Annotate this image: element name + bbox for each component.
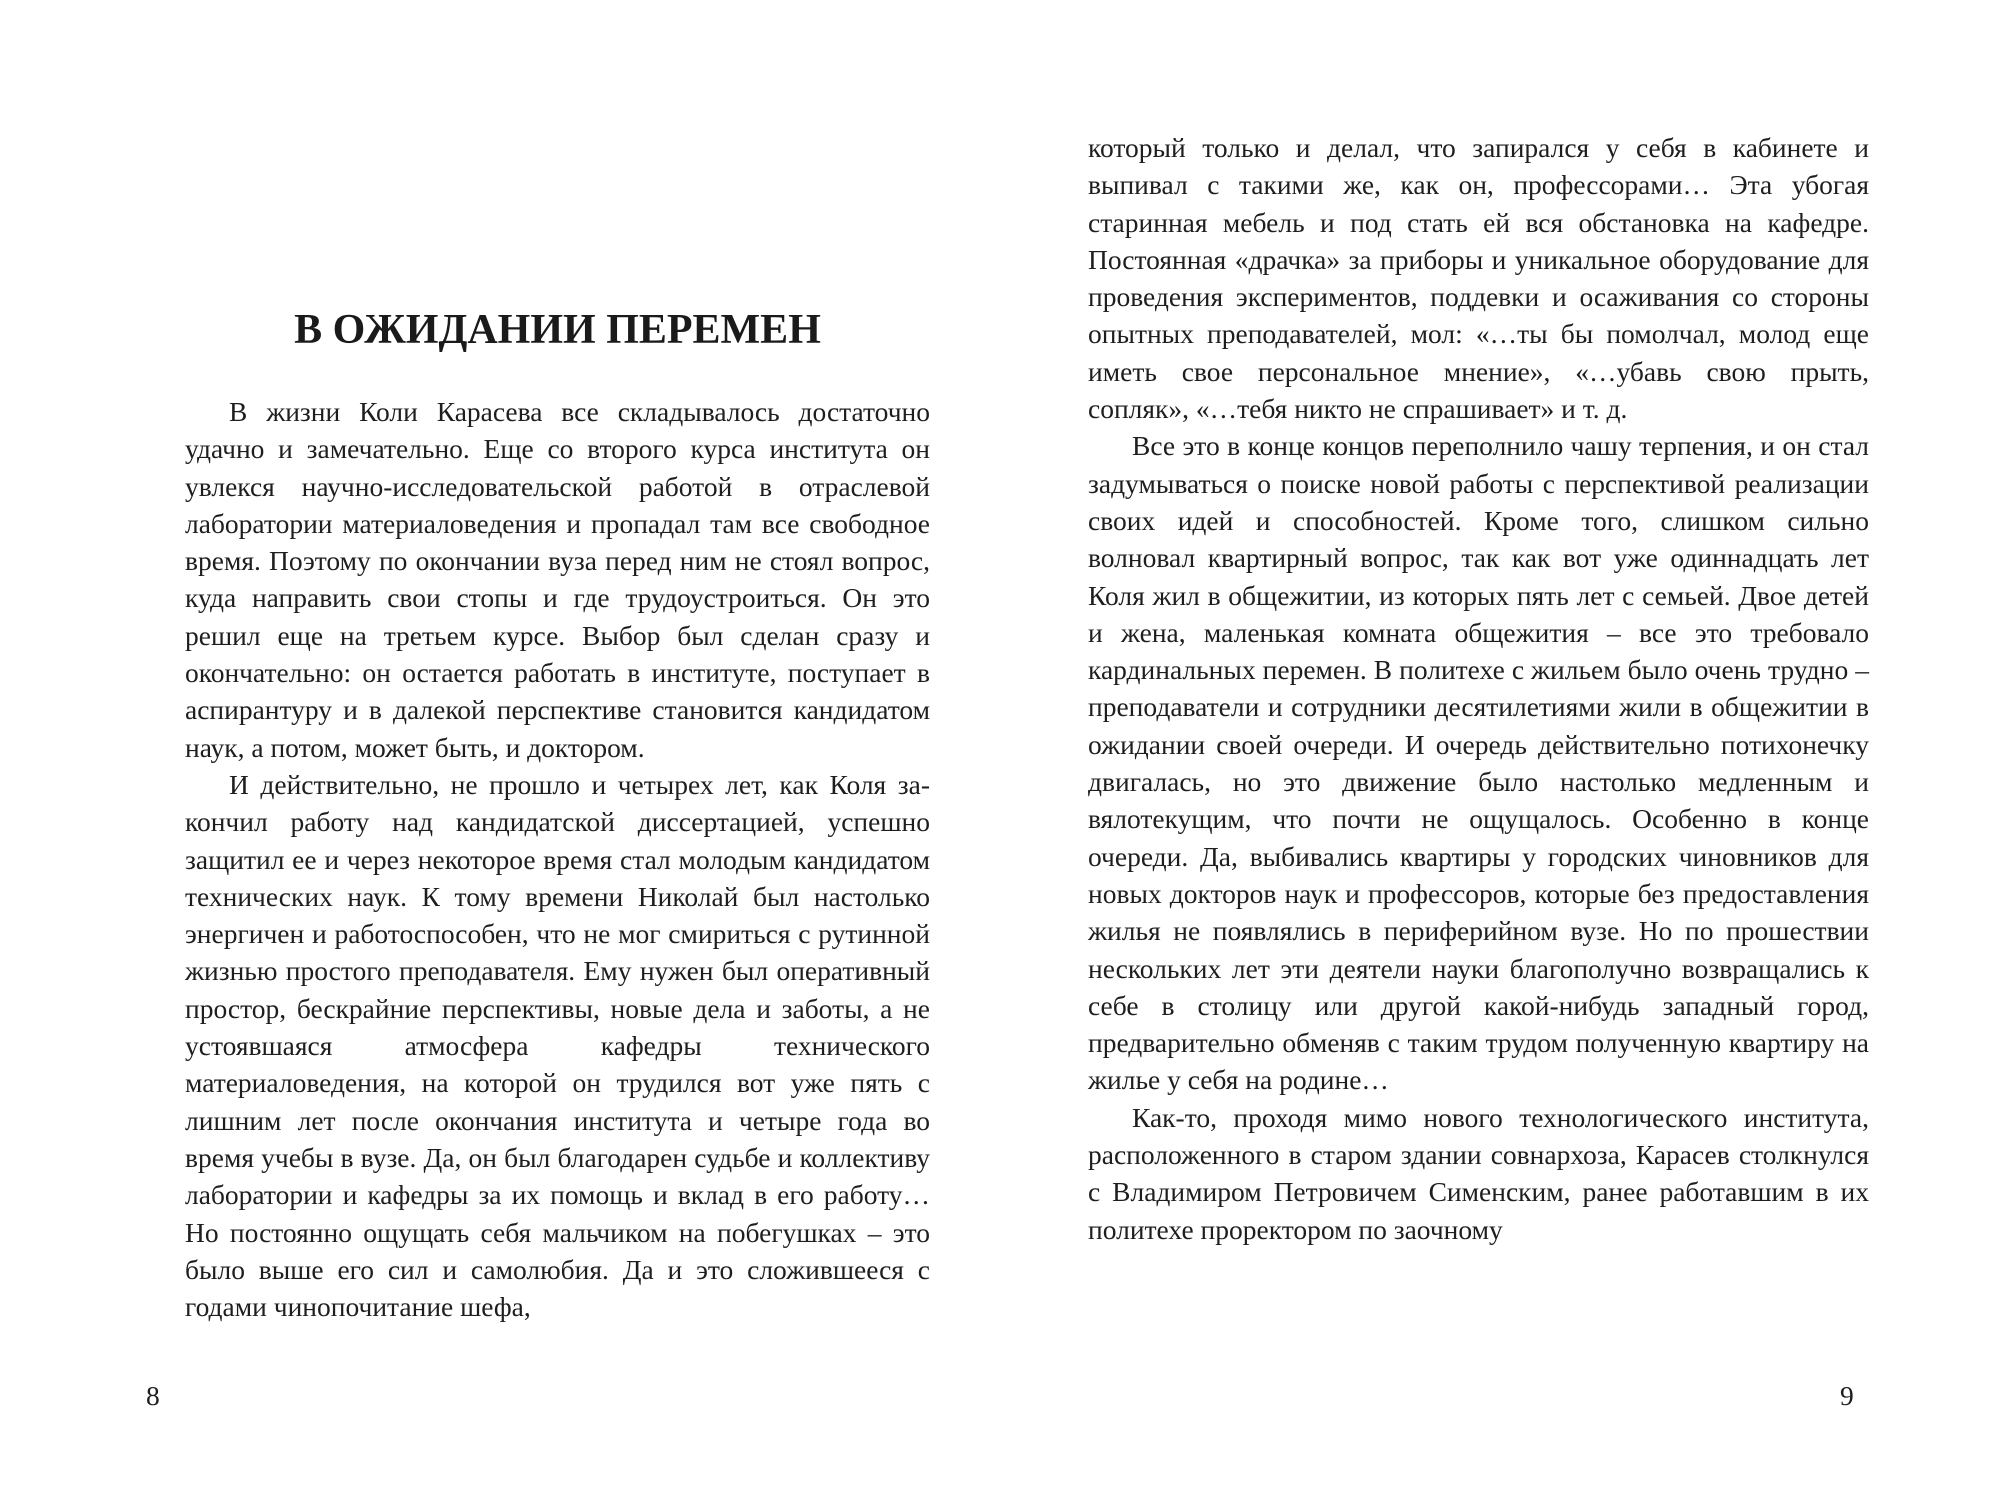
paragraph: Как-то, проходя мимо нового технологического института, расположенного в старом здании совнархоза, Карасев столкнулся с Владимиром Петровичем Сименским, ранее работавшим в их политехе проректором по заочному bbox=[1088, 1101, 1869, 1245]
left-page-text bbox=[185, 393, 930, 1325]
right-page-text bbox=[1088, 129, 1869, 1248]
page-number-left: 8 bbox=[146, 1380, 160, 1411]
paragraph: В жизни Коли Карасева все складывалось достаточно удачно и замечательно. Еще со второго курса института он увлекся научно-исследовательской работой в отраслевой лаборатории материаловедения и пропадал там все свободное время. Поэтому по окончании вуза перед ним не стоял вопрос, куда направить свои стопы и где трудоустроиться. Он это решил еще на третьем курсе. Выбор был сделан сразу и окончательно: он остается работать в институте, поступает в аспирантуру и в далекой перспективе становится кандидатом наук, а потом, может быть, и доктором. bbox=[185, 396, 930, 763]
page-number-right: 9 bbox=[1840, 1380, 1854, 1411]
right-page bbox=[1000, 0, 2000, 1498]
paragraph: И действительно, не прошло и четырех лет, как Коля закончил работу над кандидатской диссертацией, успешно защитил ее и через некоторое время стал молодым кандидатом технических наук. К тому времени Николай был настолько энергичен и работоспособен, что не мог смириться с рутинной жизнью простого преподавателя. Ему нужен был оперативный простор, бескрайние перспективы, новые дела и заботы, а не устоявшаяся атмосфера кафедры технического материаловедения, на которой он трудился вот уже пять с лишним лет после окончания института и четыре года во время учебы в вузе. Да, он был благодарен судьбе и коллективу лаборатории и кафедры за их помощь и вклад в его работу… Но постоянно ощущать себя мальчиком на побегушках – это было выше его сил и самолюбия. Да и это сложившееся с годами чинопочитание шефа, bbox=[185, 768, 930, 1323]
paragraph: который только и делал, что запирался у себя в кабинете и выпивал с такими же, как он, профессорами… Эта убогая старинная мебель и под стать ей вся обстановка на кафедре. Постоянная «драчка» за приборы и уникальное оборудование для проведения экспериментов, поддевки и осаживания со стороны опытных преподавателей, мол: «…ты бы помолчал, молод еще иметь свое персональное мнение», «…убавь свою прыть, сопляк», «…тебя никто не спрашивает» и т. д. bbox=[1088, 132, 1869, 425]
chapter-title: В ОЖИДАНИИ ПЕРЕМЕН bbox=[294, 307, 821, 353]
paragraph: Все это в конце концов переполнило чашу терпения, и он стал задумываться о поиске новой работы с перспективой реализации своих идей и способностей. Кроме того, слишком сильно волновал квартирный вопрос, так как вот уже одиннадцать лет Коля жил в общежитии, из которых пять лет с семьей. Двое детей и жена, маленькая комната общежития – все это требовало кардинальных перемен. В политехе с жильем было очень трудно – преподаватели и сотрудники десятилетиями жили в общежитии в ожидании своей очереди. И очередь действительно потихонечку двигалась, но это движение было настолько медленным и вялотекущим, что почти не ощущалось. Особенно в конце очереди. Да, выбивались квартиры у городских чиновников для новых докторов наук и профессоров, которые без предоставления жилья не появлялись в периферийном вузе. Но по прошествии нескольких лет эти деятели науки благополучно возвращались к себе в столицу или другой какой-нибудь западный город, предварительно обменяв с таким трудом полученную квартиру на жилье у себя на родине… bbox=[1088, 430, 1869, 1096]
